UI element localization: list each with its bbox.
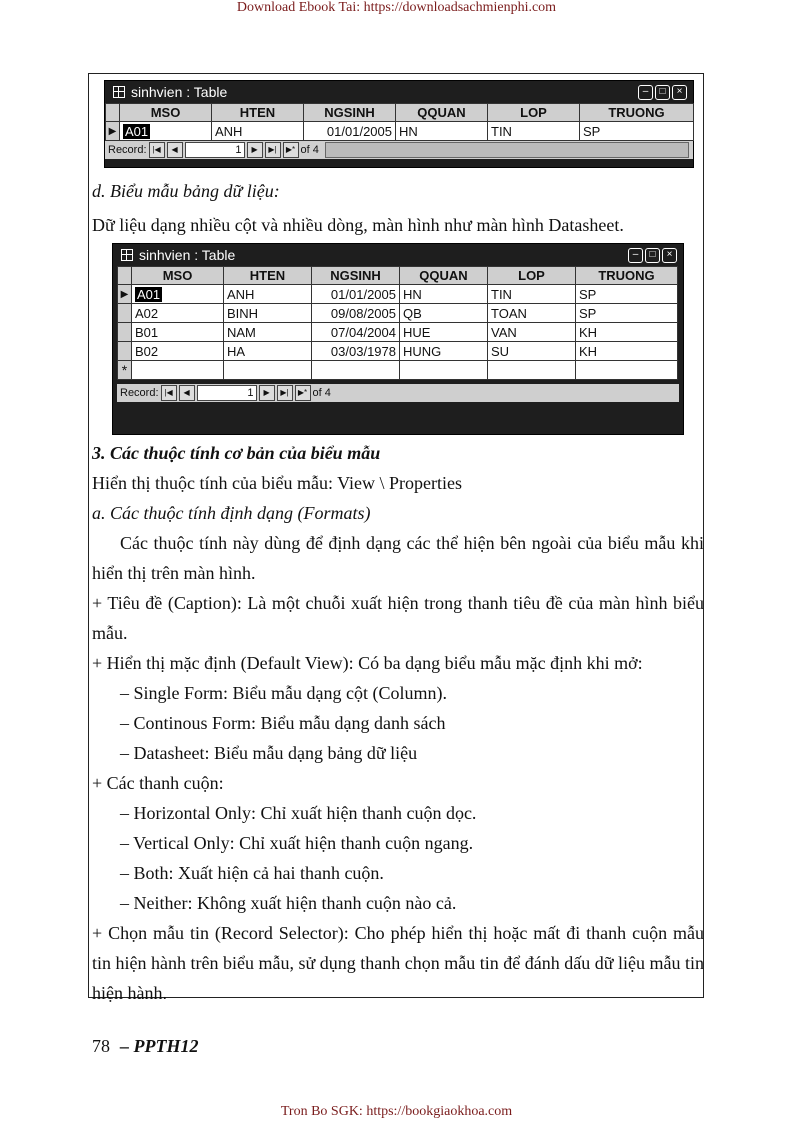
item-default-view: + Hiển thị mặc định (Default View): Có ba dạng biểu mẫu mặc định khi mở: [92,653,643,673]
window-title: sinhvien : Table [131,84,228,100]
table-icon [121,249,133,261]
cell[interactable]: TIN [488,122,580,141]
cell[interactable]: ANH [212,122,304,141]
column-header[interactable]: TRUONG [576,267,678,285]
column-header[interactable]: MSO [132,267,224,285]
record-label: Record: [120,387,159,399]
section-3-title: 3. Các thuộc tính cơ bản của biểu mẫu [92,443,381,463]
cell[interactable]: A01 [120,122,212,141]
cell[interactable]: 01/01/2005 [312,285,400,304]
cell[interactable] [312,361,400,380]
item-caption: + Tiêu đề (Caption): Là một chuỗi xuất hiện trong thanh tiêu đề của màn hình biểu mẫu. [92,593,704,643]
cell[interactable]: A02 [132,304,224,323]
sc-both: – Both: Xuất hiện cả hai thanh cuộn. [120,863,384,883]
table-row[interactable] [118,304,678,323]
record-count: of 4 [312,387,331,399]
table-row[interactable] [118,342,678,361]
table-icon [113,86,125,98]
cell[interactable]: SP [580,122,694,141]
maximize-icon[interactable]: □ [645,248,660,263]
window-title-bar [105,81,693,103]
record-selector-current[interactable]: ▶ [118,285,132,304]
cell[interactable]: NAM [224,323,312,342]
para-formats: Các thuộc tính này dùng để định dạng các thể hiện bên ngoài của biểu mẫu khi hiển thị trên màn hình. [92,533,704,583]
cell[interactable]: HN [396,122,488,141]
cell[interactable]: 09/08/2005 [312,304,400,323]
column-header[interactable]: QQUAN [400,267,488,285]
column-header[interactable]: NGSINH [312,267,400,285]
cell[interactable]: 03/03/1978 [312,342,400,361]
cell[interactable]: TIN [488,285,576,304]
table-row[interactable] [106,122,694,141]
cell[interactable]: KH [576,342,678,361]
sc-horizontal: – Horizontal Only: Chỉ xuất hiện thanh cuộn dọc. [120,803,477,823]
cell[interactable]: HN [400,285,488,304]
first-record-button[interactable]: |◀ [149,142,165,158]
record-number-input[interactable]: 1 [197,385,257,401]
section-3-intro: Hiển thị thuộc tính của biểu mẫu: View \ Properties [92,473,463,493]
close-icon[interactable]: × [662,248,677,263]
cell[interactable]: 01/01/2005 [304,122,396,141]
cell[interactable]: SU [488,342,576,361]
column-header[interactable]: LOP [488,267,576,285]
minimize-icon[interactable]: – [638,85,653,100]
corner-selector[interactable] [118,267,132,285]
cell[interactable]: B02 [132,342,224,361]
desc-d: Dữ liệu dạng nhiều cột và nhiều dòng, màn hình như màn hình Datasheet. [92,215,624,235]
sc-vertical: – Vertical Only: Chỉ xuất hiện thanh cuộn ngang. [120,833,474,853]
datasheet-grid [117,266,678,380]
new-record-marker: * [118,361,132,380]
minimize-icon[interactable]: – [628,248,643,263]
cell[interactable]: ANH [224,285,312,304]
cell[interactable]: B01 [132,323,224,342]
record-navigator [105,141,693,159]
last-record-button[interactable]: ▶| [265,142,281,158]
cell[interactable] [400,361,488,380]
first-record-button[interactable]: |◀ [161,385,177,401]
corner-selector[interactable] [106,104,120,122]
cell[interactable]: SP [576,304,678,323]
item-scroll: + Các thanh cuộn: [92,773,224,793]
column-header[interactable]: HTEN [212,104,304,122]
column-header[interactable]: MSO [120,104,212,122]
table-window-2 [112,243,684,435]
dv-single: – Single Form: Biểu mẫu dạng cột (Column). [120,683,447,703]
book-code: – PPTH12 [120,1036,199,1056]
cell[interactable]: QB [400,304,488,323]
cell[interactable] [488,361,576,380]
column-header[interactable]: LOP [488,104,580,122]
next-record-button[interactable]: ▶ [247,142,263,158]
table-row[interactable] [118,285,678,304]
heading-d: d. Biểu mẫu bảng dữ liệu: [92,181,280,201]
new-record-button[interactable]: ▶* [283,142,299,158]
cell[interactable]: A01 [132,285,224,304]
cell[interactable]: 07/04/2004 [312,323,400,342]
close-icon[interactable]: × [672,85,687,100]
next-record-button[interactable]: ▶ [259,385,275,401]
footer-sgk-link[interactable]: Tron Bo SGK: https://bookgiaokhoa.com [280,1104,513,1119]
column-header[interactable]: HTEN [224,267,312,285]
dv-datasheet: – Datasheet: Biểu mẫu dạng bảng dữ liệu [120,743,418,763]
record-selector[interactable] [118,342,132,361]
new-record-button[interactable]: ▶* [295,385,311,401]
record-navigator [117,384,679,402]
maximize-icon[interactable]: □ [655,85,670,100]
table-window-1 [104,80,694,168]
cell[interactable]: HA [224,342,312,361]
cell[interactable]: TOAN [488,304,576,323]
record-selector[interactable] [118,323,132,342]
header-download-link[interactable]: Download Ebook Tai: https://downloadsachmienphi.com [236,0,557,15]
cell[interactable]: VAN [488,323,576,342]
column-header[interactable]: NGSINH [304,104,396,122]
datasheet-grid [105,103,694,141]
window-title: sinhvien : Table [139,247,236,263]
record-number-input[interactable]: 1 [185,142,245,158]
page-footer [92,1036,199,1057]
page-number: 78 [92,1036,110,1056]
cell[interactable] [576,361,678,380]
record-count: of 4 [300,144,319,156]
cell[interactable]: HUE [400,323,488,342]
cell[interactable]: HUNG [400,342,488,361]
prev-record-button[interactable]: ◀ [179,385,195,401]
cell[interactable] [224,361,312,380]
cell[interactable] [132,361,224,380]
horizontal-scrollbar[interactable] [337,385,675,401]
horizontal-scrollbar[interactable] [325,142,689,158]
record-selector-current[interactable]: ▶ [106,122,120,141]
item-record-selector: + Chọn mẫu tin (Record Selector): Cho phép hiển thị hoặc mất đi thanh cuộn mẫu tin hiện hành trên biểu mẫu, sử dụng thanh chọn mẫu tin để đánh dấu dữ liệu mẫu tin hiện hành. [92,923,704,1003]
prev-record-button[interactable]: ◀ [167,142,183,158]
last-record-button[interactable]: ▶| [277,385,293,401]
sc-neither: – Neither: Không xuất hiện thanh cuộn nào cả. [120,893,457,913]
column-header[interactable]: TRUONG [580,104,694,122]
heading-a: a. Các thuộc tính định dạng (Formats) [92,503,371,523]
dv-continous: – Continous Form: Biểu mẫu dạng danh sách [120,713,446,733]
column-header[interactable]: QQUAN [396,104,488,122]
record-label: Record: [108,144,147,156]
cell[interactable]: SP [576,285,678,304]
cell[interactable]: BINH [224,304,312,323]
window-title-bar [113,244,683,266]
cell[interactable]: KH [576,323,678,342]
record-selector[interactable] [118,304,132,323]
table-row[interactable] [118,323,678,342]
new-record-row[interactable] [118,361,678,380]
